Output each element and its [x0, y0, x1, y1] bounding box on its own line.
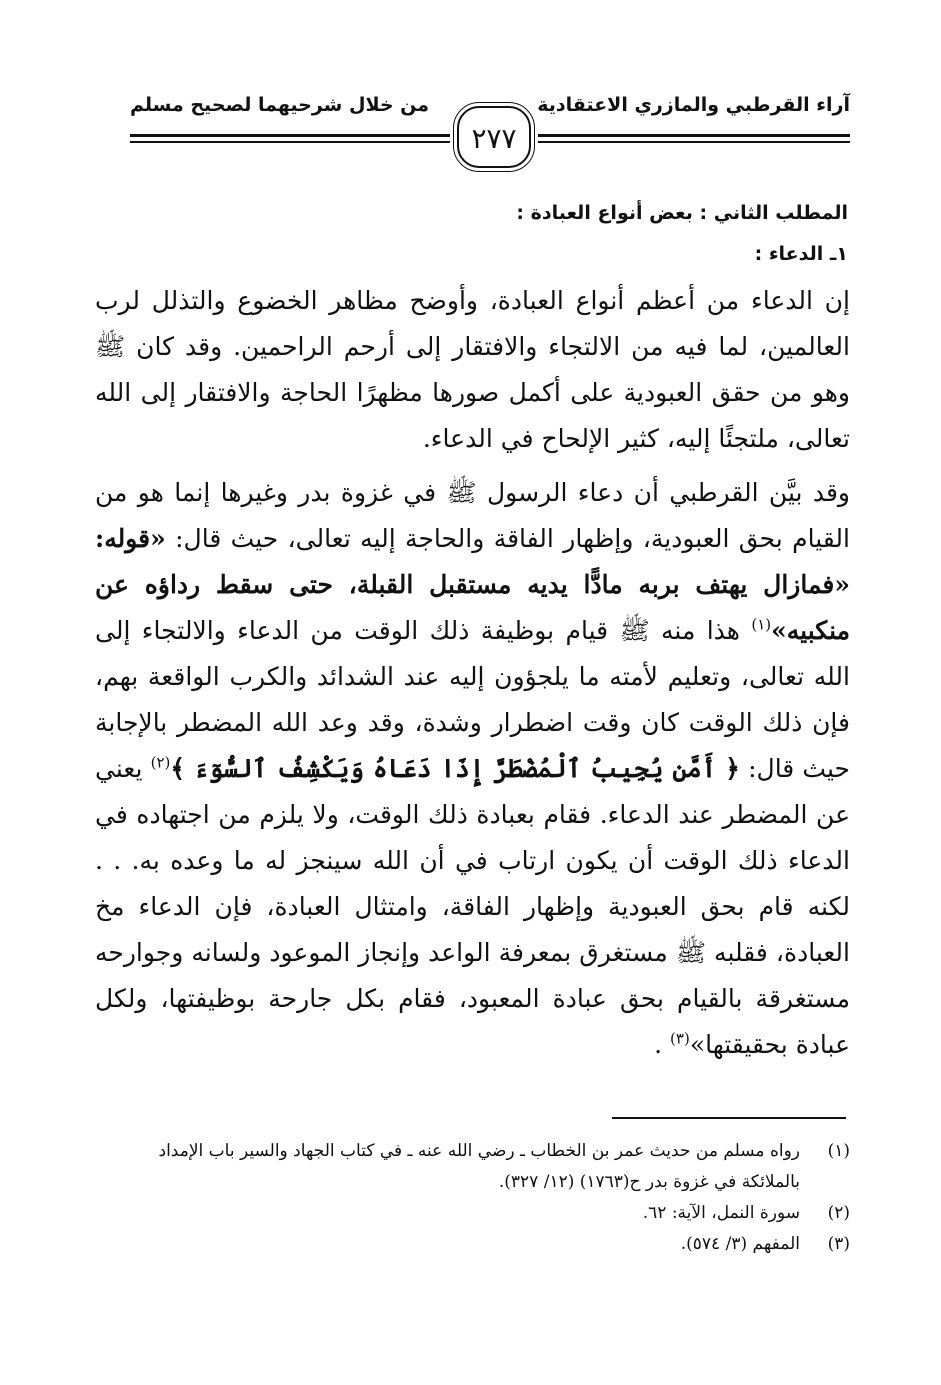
page-number: ٢٧٧ — [457, 106, 531, 168]
paragraph-2-intro: وقد بيَّن القرطبي أن دعاء الرسول ﷺ في غزوة بدر وغيرها إنما هو من القيام بحق العبودية، وإظهار الفاقة والحاجة إليه تعالى، حيث قال: — [95, 478, 850, 553]
header-book-title: آراء القرطبي والمازري الاعتقادية — [537, 94, 850, 116]
paragraph-2-tail: . — [654, 1030, 671, 1059]
footnote-number: (١) — [827, 1141, 850, 1161]
footnote-number: (٢) — [827, 1203, 850, 1223]
footnote-item — [95, 1229, 850, 1260]
footnote-ref-1[interactable]: (١) — [751, 615, 772, 634]
header-rule-right — [538, 134, 850, 146]
footnote-item — [95, 1198, 850, 1229]
sub-heading: ١ـ الدعاء : — [754, 243, 848, 265]
header-book-subtitle: من خلال شرحيهما لصحيح مسلم — [130, 94, 430, 116]
footnotes — [95, 1136, 850, 1260]
quran-verse: ﴿ أَمَّن يُجِيبُ ٱلْمُضْطَرَّ إِذَا دَعَاهُ وَيَكْشِفُ ٱلسُّوٓءَ ﴾ — [170, 754, 740, 783]
header-rule-left — [130, 134, 450, 146]
paragraph-1-text: إن الدعاء من أعظم أنواع العبادة، وأوضح مظاهر الخضوع والتذلل لرب العالمين، لما فيه من الالتجاء والافتقار إلى أرحم الراحمين. وقد كان ﷺ وهو من حقق العبودية على أكمل صورها مظهرًا الحاجة والافتقار إلى الله تعالى، ملتجئًا إليه، كثير الإلحاح في الدعاء. — [95, 286, 850, 453]
footnote-ref-2[interactable]: (٢) — [150, 753, 171, 772]
page-header — [130, 88, 850, 198]
footnote-text: رواه مسلم من حديث عمر بن الخطاب ـ رضي الله عنه ـ في كتاب الجهاد والسير باب الإمداد بالملائكة في غزوة بدر ح(١٧٦٣) (١٢/ ٣٢٧). — [158, 1141, 800, 1192]
footnote-divider — [612, 1117, 846, 1119]
footnote-text: سورة النمل، الآية: ٦٢. — [642, 1203, 800, 1223]
section-heading: المطلب الثاني : بعض أنواع العبادة : — [516, 202, 848, 224]
paragraph-2-end: يعني عن المضطر عند الدعاء. فقام بعبادة ذلك الوقت، ولا يلزم من اجتهاده في الدعاء ذلك الوقت أن يكون ارتاب في أن الله سينجز له ما وعده به. . . لكنه قام بحق العبودية وإظهار الفاقة، وامتثال العبادة، فإن الدعاء مخ العبادة، فقلبه ﷺ مستغرق بمعرفة الواعد وإنجاز الموعود ولسانه وجوارحه مستغرقة بالقيام بحق عبادة المعبود، فقام بكل جارحة بوظيفتها، ولكل عبادة بحقيقتها» — [95, 754, 850, 1059]
paragraph-2 — [95, 470, 850, 1068]
paragraph-2-mid: هذا منه ﷺ قيام بوظيفة ذلك الوقت من الدعاء والالتجاء إلى الله تعالى، وتعليم لأمته ما يلجؤون إليه عند الشدائد والكرب الواقعة بهم، فإن ذلك الوقت كان وقت اضطرار وشدة، وقد وعد الله المضطر بالإجابة حيث قال: — [95, 616, 850, 783]
hadith-quote: «قوله: «فمازال يهتف بربه مادًّا يديه مستقبل القبلة، حتى سقط رداؤه عن منكبيه» — [95, 524, 850, 645]
footnote-item — [95, 1136, 850, 1198]
footnote-text: المفهم (٣/ ٥٧٤). — [680, 1234, 800, 1254]
footnote-ref-3[interactable]: (٣) — [670, 1029, 690, 1048]
footnote-number: (٣) — [827, 1234, 850, 1254]
paragraph-1 — [95, 278, 850, 462]
